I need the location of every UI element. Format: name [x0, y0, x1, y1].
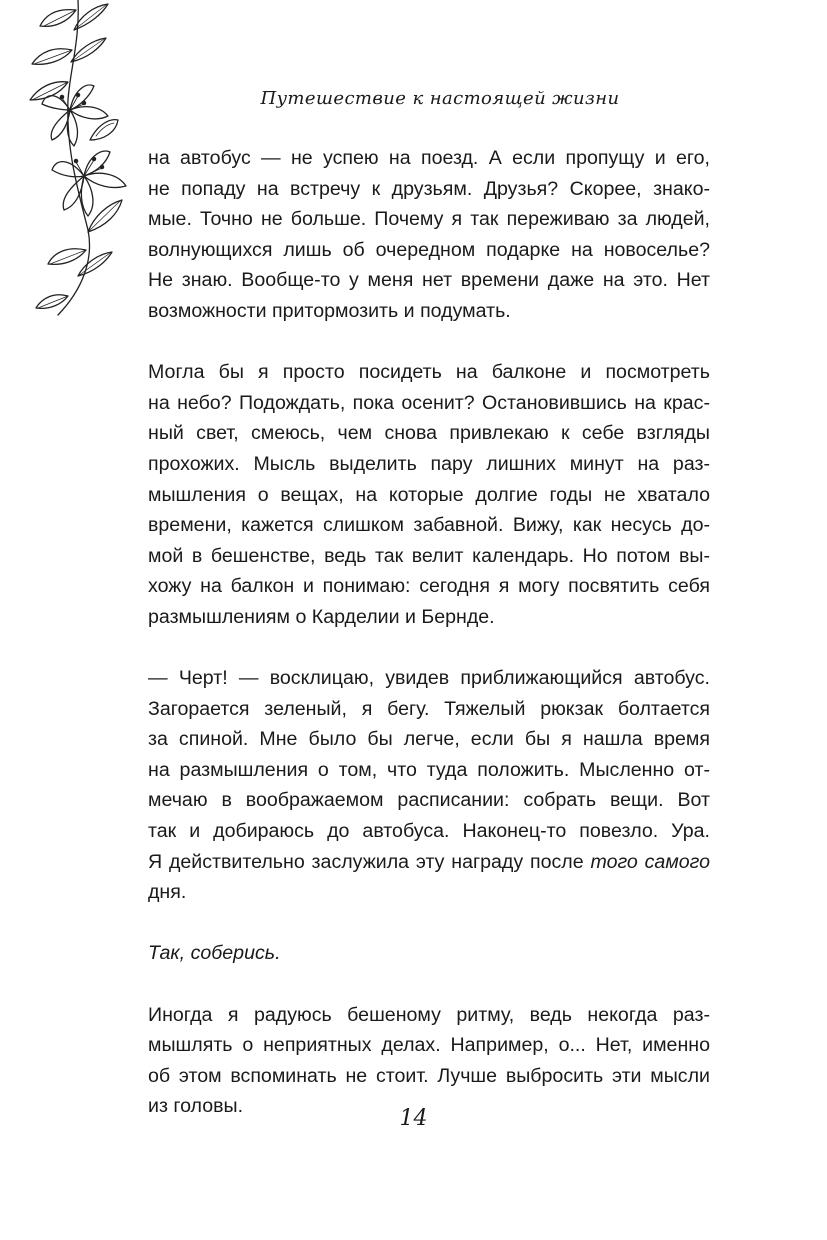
body-text [148, 143, 710, 1122]
text-line: не попаду на встречу к друзьям. Друзья? Скорее, знако- [148, 177, 710, 200]
text-line: времени, кажется слишком забавной. Вижу, как несусь до- [148, 514, 710, 537]
floral-branch-icon [18, 0, 148, 320]
text-line: на размышления о том, что туда положить. Мысленно от- [148, 758, 710, 781]
text-line: Не знаю. Вообще-то у меня нет времени даже на это. Нет [148, 269, 710, 292]
text-line: об этом вспоминать не стоит. Лучше выбросить эти мысли [148, 1064, 710, 1087]
text-line: так и добираюсь до автобуса. Наконец-то повезло. Ура. [148, 820, 710, 843]
text-line: — Черт! — восклицаю, увидев приближающийся автобус. [148, 667, 710, 690]
text-line: на автобус — не успею на поезд. А если пропущу и его, [148, 147, 710, 169]
text-line: из головы. [148, 1095, 244, 1118]
italic-phrase: того самого [590, 850, 710, 873]
running-title: Путешествие к настоящей жизни [260, 88, 620, 109]
text-line: ный свет, смеюсь, чем снова привлекаю к себе взгляды [148, 422, 710, 445]
text-line: Могла бы я просто посидеть на балконе и посмотреть [148, 361, 710, 384]
text-line: за спиной. Мне было бы легче, если бы я нашла время [148, 728, 710, 751]
text-line: мой в бешенстве, ведь так велит календарь. Но потом вы- [148, 544, 710, 567]
text-line: мые. Точно не больше. Почему я так переживаю за людей, [148, 208, 710, 231]
paragraph-1 [148, 143, 710, 327]
text-line: хожу на балкон и понимаю: сегодня я могу посвятить себя [148, 575, 710, 598]
text-line: на небо? Подождать, пока осенит? Остановившись на крас- [148, 391, 710, 414]
text-line-with-italic [148, 847, 710, 878]
paragraph-2 [148, 357, 710, 632]
text-line: мышления о вещах, на которые долгие годы не хватало [148, 483, 710, 506]
paragraph-4-italic [148, 938, 710, 969]
text-line: размышлениям о Карделии и Бернде. [148, 605, 495, 628]
text-line: дня. [148, 881, 187, 904]
text-line: прохожих. Мысль выделить пару лишних минут на раз- [148, 452, 710, 475]
text-line: волнующихся лишь об очередном подарке на новоселье? [148, 238, 710, 261]
text-fragment: Я действительно заслужила эту награду после [148, 850, 584, 873]
paragraph-5 [148, 1000, 710, 1122]
text-line: Загорается зеленый, я бегу. Тяжелый рюкзак болтается [148, 697, 710, 720]
page-number: 14 [399, 1106, 428, 1131]
paragraph-3 [148, 663, 710, 908]
text-line: мышлять о неприятных делах. Например, о... Нет, именно [148, 1034, 710, 1057]
text-line: Иногда я радуюсь бешеному ритму, ведь некогда раз- [148, 1003, 710, 1026]
italic-line: Так, соберись. [148, 942, 281, 965]
text-line: возможности притормозить и подумать. [148, 299, 511, 322]
text-line: мечаю в воображаемом расписании: собрать вещи. Вот [148, 789, 710, 812]
